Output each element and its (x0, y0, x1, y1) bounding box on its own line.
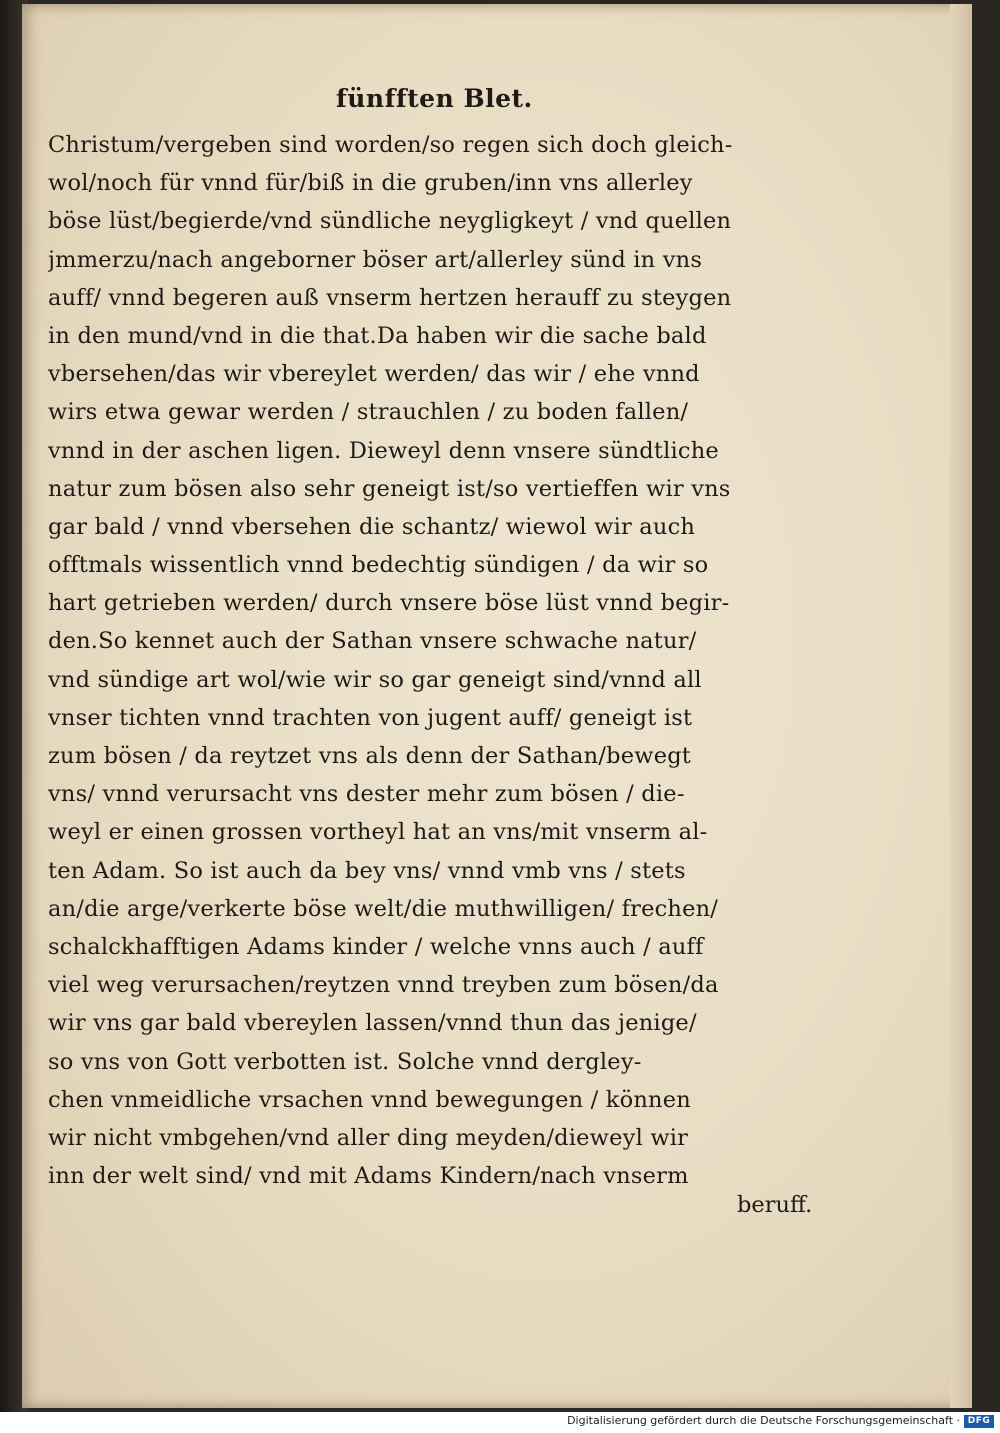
text-line: auff/ vnnd begeren auß vnserm hertzen herauff zu steygen (48, 284, 732, 311)
text-line: in den mund/vnd in die that.Da haben wir die sache bald (48, 322, 707, 349)
text-line: vbersehen/das wir vbereylet werden/ das wir / ehe vnnd (48, 361, 700, 388)
dfg-logo-icon: DFG (964, 1415, 994, 1428)
text-line: viel weg verursachen/reytzen vnnd treyben zum bösen/da (48, 972, 719, 999)
text-line: wol/noch für vnnd für/biß in die gruben/inn vns allerley (48, 170, 693, 197)
text-line: den.So kennet auch der Sathan vnsere schwache natur/ (48, 628, 697, 655)
text-line: böse lüst/begierde/vnd sündliche neygligkeyt / vnd quellen (48, 208, 732, 235)
text-line: hart getrieben werden/ durch vnsere böse lüst vnnd begir- (48, 590, 730, 617)
text-line: offtmals wissentlich vnnd bedechtig sündigen / da wir so (48, 552, 709, 579)
text-line: jmmerzu/nach angeborner böser art/allerley sünd in vns (48, 246, 703, 273)
text-line: wir nicht vmbgehen/vnd aller ding meyden/dieweyl wir (48, 1124, 689, 1151)
catchword: beruff. (737, 1192, 813, 1218)
text-line: gar bald / vnnd vbersehen die schantz/ wiewol wir auch (48, 513, 696, 540)
text-line: schalckhafftigen Adams kinder / welche vnns auch / auff (48, 933, 704, 960)
text-line: Christum/vergeben sind worden/so regen sich doch gleich- (48, 132, 733, 158)
text-line: chen vnmeidliche vrsachen vnnd bewegungen / können (48, 1086, 691, 1113)
text-line: so vns von Gott verbotten ist. Solche vnnd dergley- (48, 1048, 642, 1075)
text-line: vnd sündige art wol/wie wir so gar geneigt sind/vnnd all (48, 666, 702, 693)
text-line: vnnd in der aschen ligen. Dieweyl denn vnsere sündtliche (48, 437, 719, 464)
text-line: an/die arge/verkerte böse welt/die muthwilligen/ frechen/ (48, 895, 719, 922)
text-line: vnser tichten vnnd trachten von jugent auff/ geneigt ist (48, 704, 693, 731)
body-text (48, 126, 848, 1195)
running-head: fünfften Blet. (336, 84, 533, 113)
page-edge (950, 4, 972, 1408)
text-line: wir vns gar bald vbereylen lassen/vnnd thun das jenige/ (48, 1010, 697, 1037)
funding-credit: Digitalisierung gefördert durch die Deutsche Forschungsgemeinschaft · (567, 1414, 960, 1427)
text-line: inn der welt sind/ vnd mit Adams Kindern/nach vnserm (48, 1163, 689, 1190)
text-line: wirs etwa gewar werden / strauchlen / zu boden fallen/ (48, 399, 689, 426)
text-line: natur zum bösen also sehr geneigt ist/so vertieffen wir vns (48, 475, 731, 502)
footer-bar (0, 1412, 1000, 1433)
text-line: zum bösen / da reytzet vns als denn der Sathan/bewegt (48, 743, 692, 769)
text-line: vns/ vnnd verursacht vns dester mehr zum bösen / die- (48, 781, 685, 808)
text-line: weyl er einen grossen vortheyl hat an vns/mit vnserm al- (48, 819, 708, 846)
text-line: ten Adam. So ist auch da bey vns/ vnnd vmb vns / stets (48, 857, 686, 884)
